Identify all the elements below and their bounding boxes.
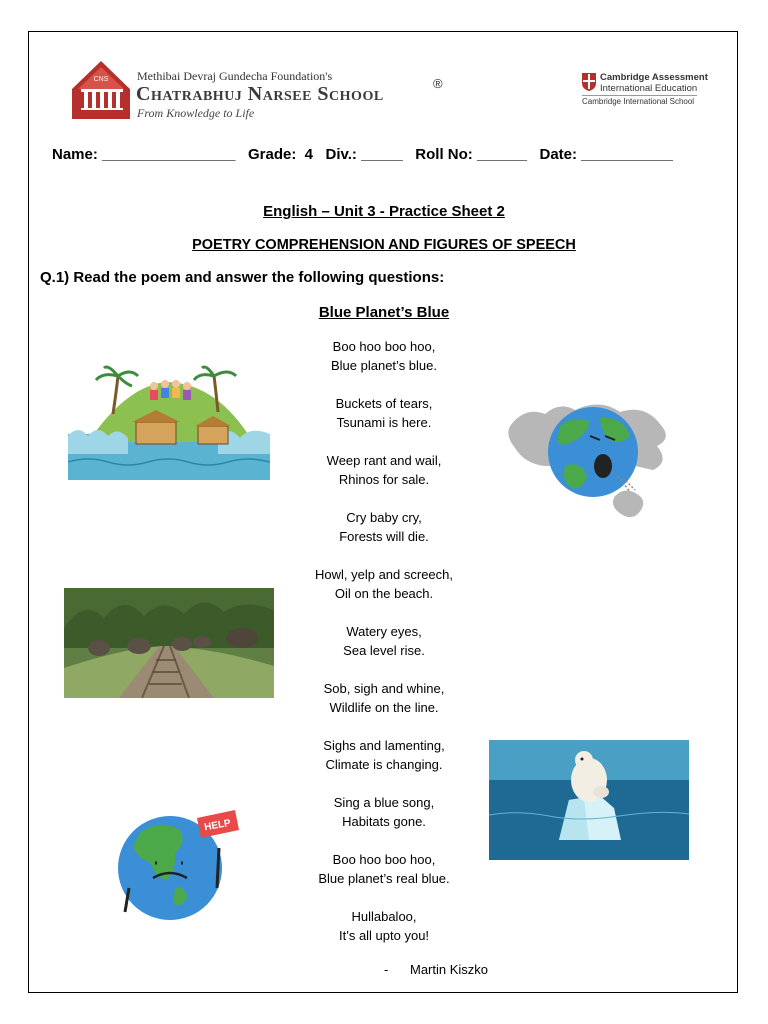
question-1: Q.1) Read the poem and answer the following questions: (40, 269, 445, 286)
poem-line: Howl, yelp and screech, (314, 567, 453, 582)
earth-help-sign-illustration (115, 808, 245, 926)
poem-author: - Martin Kiszko (384, 962, 489, 977)
worksheet-title: English – Unit 3 - Practice Sheet 2 (263, 203, 505, 220)
poem-title: Blue Planet’s Blue (318, 304, 450, 321)
poem-line: Hullabaloo, (351, 909, 417, 924)
poem-line: Watery eyes, (346, 624, 422, 639)
cambridge-line1: Cambridge Assessment (600, 72, 708, 83)
poem-stanza (284, 508, 484, 546)
elephants-railway-photo (64, 588, 274, 698)
poem-stanza (284, 565, 484, 603)
poem-line: Buckets of tears, (335, 396, 433, 411)
poem-stanza (284, 793, 484, 831)
school-motto: From Knowledge to Life (137, 106, 255, 120)
poem-stanza (284, 736, 484, 774)
poem-line: Sea level rise. (343, 643, 425, 658)
poem-line: Habitats gone. (342, 814, 426, 829)
cambridge-divider (582, 95, 697, 96)
poem-stanza (284, 394, 484, 432)
poem-line: Boo hoo boo hoo, (332, 339, 436, 354)
cambridge-line2: International Education (600, 83, 698, 94)
poem-line: Oil on the beach. (334, 586, 434, 601)
poem-line: Boo hoo boo hoo, (332, 852, 436, 867)
poem-line: Sighs and lamenting, (323, 738, 445, 753)
poem-line: Sob, sigh and whine, (323, 681, 445, 696)
poem-line: Weep rant and wail, (326, 453, 442, 468)
help-sign-text: HELP (203, 817, 232, 834)
poem-line: Rhinos for sale. (338, 472, 430, 487)
cambridge-line3: Cambridge International School (582, 97, 695, 106)
section-title: POETRY COMPREHENSION AND FIGURES OF SPEECH (192, 237, 576, 253)
poem-line: Climate is changing. (325, 757, 443, 772)
poem-stanza (284, 337, 484, 375)
tsunami-island-illustration (68, 364, 270, 480)
poem-stanza (284, 679, 484, 717)
school-emblem-logo (70, 59, 132, 121)
poem-line: Blue planet’s real blue. (318, 871, 450, 886)
poem-line: Forests will die. (339, 529, 429, 544)
poem-line: Wildlife on the line. (329, 700, 439, 715)
poem-line: Blue planet’s blue. (330, 358, 437, 373)
registered-mark: ® (433, 76, 443, 91)
student-info-line: Name: ________________ Grade: 4 Div.: _____ Roll No: ______ Date: ___________ (52, 146, 673, 163)
school-name: Chatrabhuj Narsee School (136, 83, 384, 105)
poem-stanza (284, 451, 484, 489)
poem-stanza (284, 850, 484, 888)
poem-line: Sing a blue song, (333, 795, 435, 810)
poem-stanza (284, 907, 484, 945)
polar-bear-iceberg-photo (489, 740, 689, 860)
emblem-caption: CNS (93, 76, 109, 83)
poem-line: It’s all upto you! (338, 928, 430, 943)
poem-body (284, 337, 484, 964)
cambridge-shield-logo (581, 72, 597, 92)
crying-earth-illustration (505, 396, 675, 542)
poem-stanza (284, 622, 484, 660)
poem-line: Tsunami is here. (336, 415, 432, 430)
school-foundation: Methibai Devraj Gundecha Foundation's (137, 69, 333, 83)
poem-line: Cry baby cry, (346, 510, 422, 525)
